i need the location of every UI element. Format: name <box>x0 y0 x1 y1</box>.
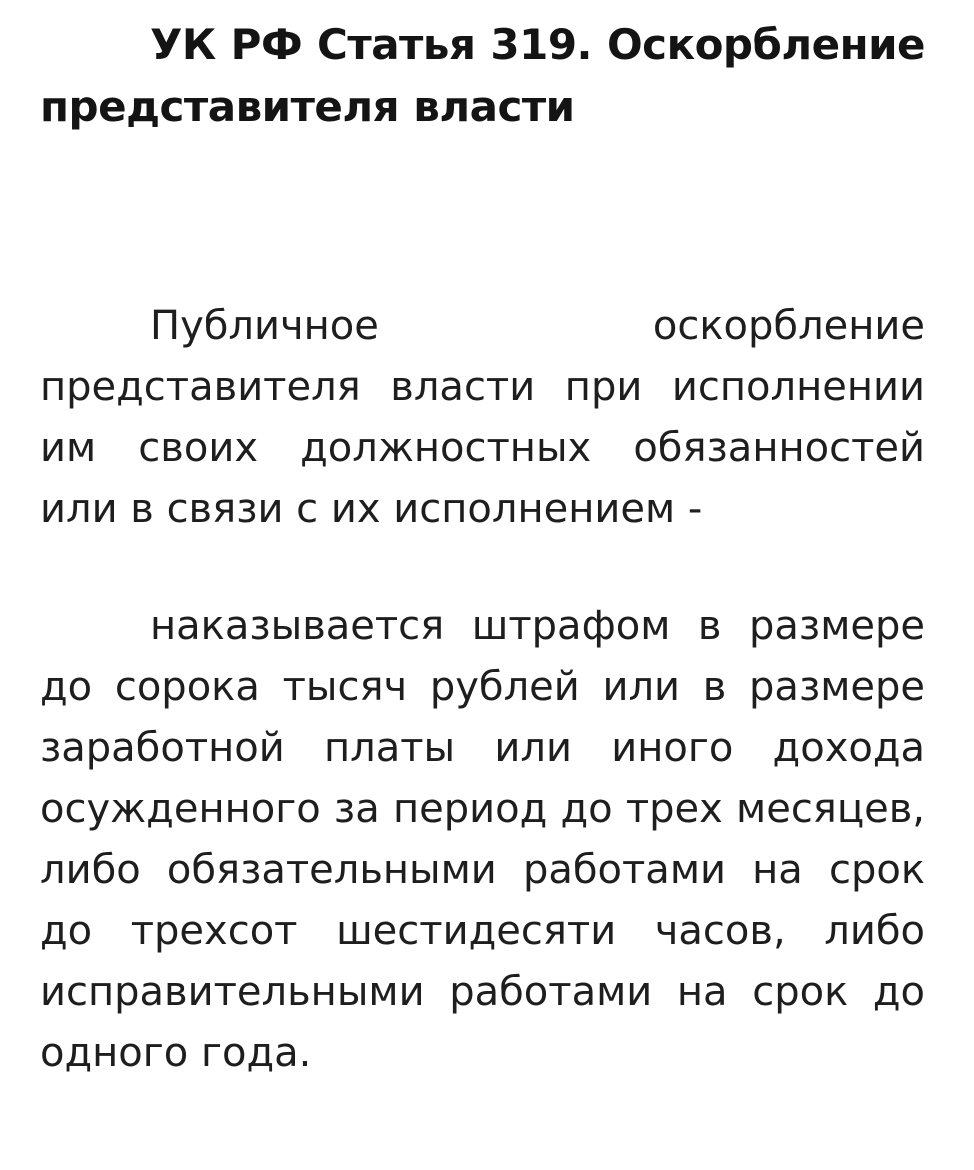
article-paragraph-penalty: наказывается штрафом в размере до сорока тысяч рублей или в размере заработной платы или иного дохода осужденного за период до трех месяцев, либо обязательными работами на срок до трехсот шестидесяти часов, либо исправительными работами на срок до одного года. <box>40 603 925 1076</box>
article-paragraph-offense: Публичное оскорбление представителя власти при исполнении им своих должностных обязанностей или в связи с их исполнением - <box>40 303 925 532</box>
article-document <box>40 14 925 1084</box>
article-title: УК РФ Статья 319. Оскорбление представителя власти <box>40 20 925 131</box>
